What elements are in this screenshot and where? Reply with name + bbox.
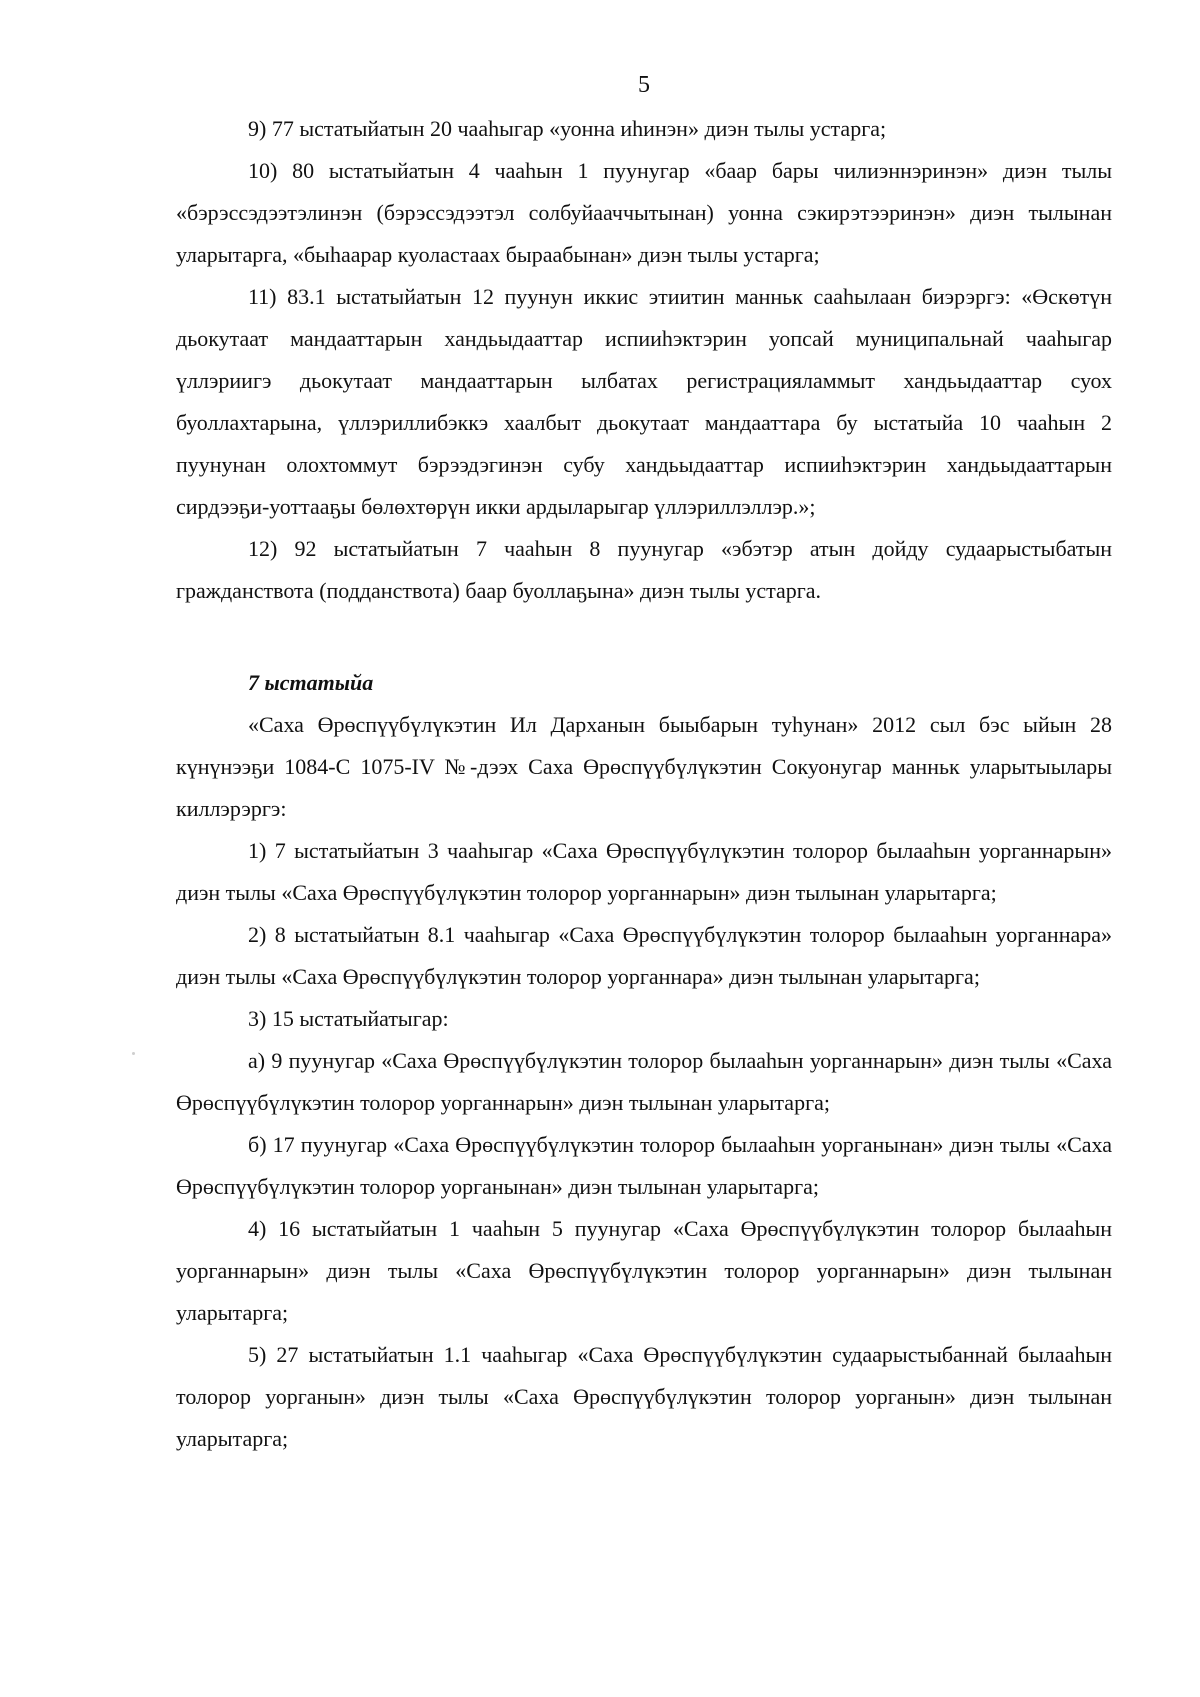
page-number: 5 <box>638 72 650 98</box>
list-item-10: 10) 80 ыстатыйатын 4 чааһын 1 пуунугар «баар бары чилиэннэринэн» диэн тылы «бэрэссэдээтэлинэн (бэрэссэдээтэл солбуйааччытынан) уонна сэкирэтээринэн» диэн тылынан уларытарга, «быһаарар куоластаах быраабынан» диэн тылы устарга; <box>176 158 1112 267</box>
list-item-11: 11) 83.1 ыстатыйатын 12 пуунун иккис этиитин манньк сааһылаан биэрэргэ: «Өскөтүн дьокутаат мандааттарын хандьыдааттар испииһэктэрин уопсай муниципальнай чааһыгар үллэриигэ дьокутаат мандааттарын ылбатах регистрацияламмыт хандьыдааттар суох буоллахтарына, үллэриллибэккэ хаалбыт дьокутаат мандааттара бу ыстатыйа 10 чааһын 2 пуунунан олохтоммут бэрээдэгинэн субу хандьыдааттар испииһэктэрин хандьыдааттарын сирдээҕи-уоттааҕы бөлөхтөрүн икки ардыларыгар үллэриллэллэр.»; <box>176 284 1112 519</box>
amendment-item-3: 3) 15 ыстатыйатыгар: <box>248 1006 449 1031</box>
section-intro-paragraph: «Саха Өрөспүүбүлүкэтин Ил Дарханын быыбарын туһунан» 2012 сыл бэс ыйын 28 күнүнээҕи 1084-С 1075-IV №-дээх Саха Өрөспүүбүлүкэтин Сокуонугар манньк уларытыылары киллэрэргэ: <box>176 712 1112 821</box>
amendment-item-2: 2) 8 ыстатыйатын 8.1 чааһыгар «Саха Өрөспүүбүлүкэтин толорор былааһын уорганнара» диэн тылы «Саха Өрөспүүбүлүкэтин толорор уорганнара» диэн тылынан уларытарга; <box>176 922 1112 989</box>
amendment-item-1: 1) 7 ыстатыйатын 3 чааһыгар «Саха Өрөспүүбүлүкэтин толорор былааһын уорганнарын» диэн тылы «Саха Өрөспүүбүлүкэтин толорор уорганнарын» диэн тылынан уларытарга; <box>176 838 1112 905</box>
list-item-9: 9) 77 ыстатыйатын 20 чааһыгар «уонна иһинэн» диэн тылы устарга; <box>248 116 887 141</box>
section-spacer <box>176 612 1112 662</box>
amendment-subitem-b: б) 17 пуунугар «Саха Өрөспүүбүлүкэтин толорор былааһын уорганынан» диэн тылы «Саха Өрөспүүбүлүкэтин толорор уорганынан» диэн тылынан уларытарга; <box>176 1132 1112 1199</box>
section-heading: 7 ыстатыйа <box>248 670 374 695</box>
document-body <box>176 108 1112 1460</box>
amendment-item-5: 5) 27 ыстатыйатын 1.1 чааһыгар «Саха Өрөспүүбүлүкэтин судаарыстыбаннай былааһын толорор уорганын» диэн тылы «Саха Өрөспүүбүлүкэтин толорор уорганын» диэн тылынан уларытарга; <box>176 1342 1112 1451</box>
amendment-item-4: 4) 16 ыстатыйатын 1 чааһын 5 пуунугар «Саха Өрөспүүбүлүкэтин толорор былааһын уорганнарын» диэн тылы «Саха Өрөспүүбүлүкэтин толорор уорганнарын» диэн тылынан уларытарга; <box>176 1216 1112 1325</box>
scan-speck <box>132 1052 135 1055</box>
amendment-subitem-a: а) 9 пуунугар «Саха Өрөспүүбүлүкэтин толорор былааһын уорганнарын» диэн тылы «Саха Өрөспүүбүлүкэтин толорор уорганнарын» диэн тылынан уларытарга; <box>176 1048 1112 1115</box>
list-item-12: 12) 92 ыстатыйатын 7 чааһын 8 пуунугар «эбэтэр атын дойду судаарыстыбатын гражданствота (подданствота) баар буоллаҕына» диэн тылы устарга. <box>176 536 1112 603</box>
